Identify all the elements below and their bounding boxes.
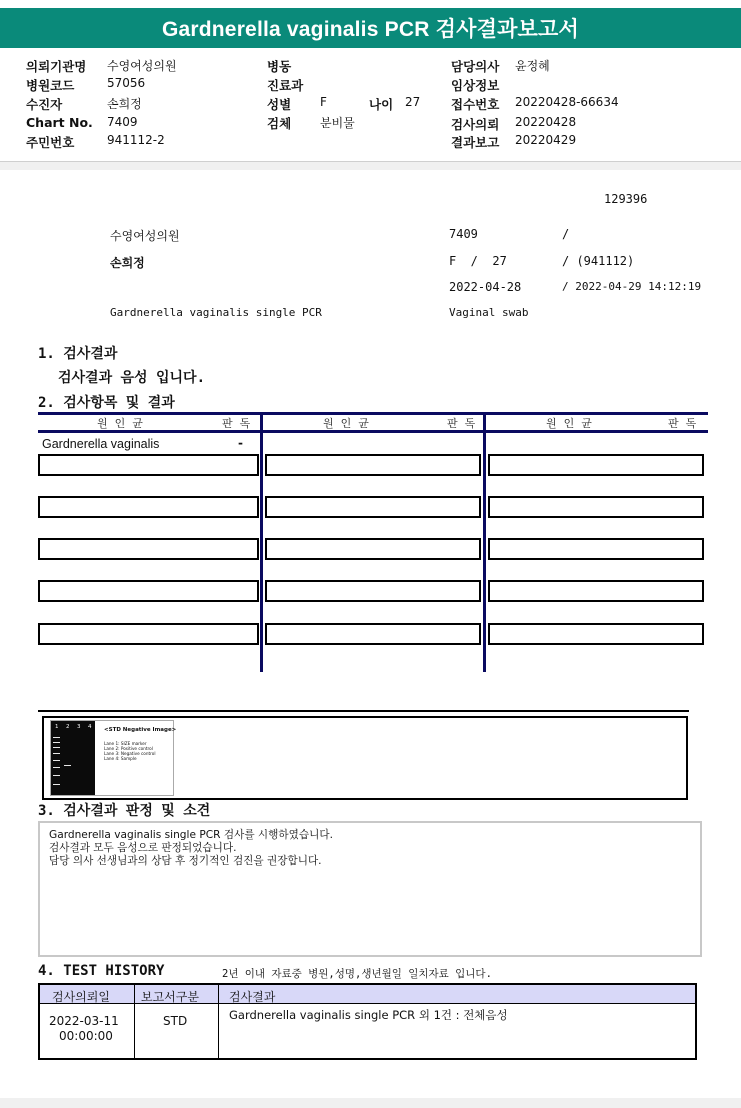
opinion-box — [38, 821, 702, 957]
opinion-line: 검사결과 모두 음성으로 판정되었습니다. — [49, 842, 237, 854]
empty-cell — [488, 454, 704, 476]
hospital-name-value: 수영여성의원 — [107, 59, 177, 73]
report-number: 129396 — [604, 192, 648, 206]
doctor-value: 윤정혜 — [515, 59, 550, 73]
section3-heading: 3. 검사결과 판정 및 소견 — [38, 803, 211, 819]
gel-band — [53, 753, 60, 754]
report-sex-age: F / 27 — [449, 254, 507, 268]
gel-top-rule — [38, 710, 689, 712]
empty-cell — [38, 623, 259, 645]
opinion-line: 담당 의사 선생님과의 상담 후 정기적인 검진을 권장합니다. — [49, 855, 322, 867]
gel-legend-item: Lane 2: Positive control — [104, 746, 153, 751]
empty-cell — [38, 580, 259, 602]
col-header-judgment-1: 판 독 — [222, 417, 251, 430]
receipt-no-value: 20220428-66634 — [515, 95, 619, 109]
gel-band — [53, 767, 60, 768]
empty-cell — [265, 623, 481, 645]
history-time: 00:00:00 — [59, 1029, 113, 1043]
report-slash: / — [562, 227, 570, 241]
report-patient: 손희정 — [110, 256, 145, 270]
request-date-label: 검사의뢰 — [451, 117, 500, 132]
report-request-date: 2022-04-28 — [449, 280, 522, 294]
empty-cell — [38, 454, 259, 476]
ward-label: 병동 — [267, 59, 292, 74]
gel-band — [53, 775, 60, 776]
col-header-judgment-3: 판 독 — [668, 417, 697, 430]
hospital-name-label: 의뢰기관명 — [26, 59, 87, 74]
sex-label: 성별 — [267, 97, 292, 112]
gel-band — [53, 760, 60, 761]
empty-cell — [38, 538, 259, 560]
lane-number: 3 — [77, 724, 81, 730]
gel-legend-item: Lane 3: Negative control — [104, 751, 156, 756]
receipt-no-label: 접수번호 — [451, 97, 500, 112]
gel-band — [64, 765, 71, 766]
history-header — [40, 985, 695, 1004]
patient-label: 수진자 — [26, 97, 63, 112]
lane-number: 4 — [88, 724, 92, 730]
report-date-label: 결과보고 — [451, 135, 500, 150]
empty-cell — [488, 496, 704, 518]
lane-number: 1 — [55, 724, 59, 730]
history-date: 2022-03-11 — [49, 1014, 119, 1028]
resident-no-value: 941112-2 — [107, 133, 165, 147]
hospital-code-value: 57056 — [107, 76, 146, 90]
section4-heading: 4. TEST HISTORY — [38, 963, 165, 979]
doctor-label: 담당의사 — [451, 59, 500, 74]
col-header-judgment-2: 판 독 — [447, 417, 476, 430]
empty-cell — [265, 538, 481, 560]
chart-no-label: Chart No. — [26, 115, 93, 130]
request-date-value: 20220428 — [515, 115, 577, 129]
col-header-pathogen-1: 원 인 균 — [97, 417, 143, 430]
opinion-line: Gardnerella vaginalis single PCR 검사를 시행하였습니다. — [49, 829, 333, 841]
table-col-divider-1 — [260, 412, 263, 672]
history-col-type: 보고서구분 — [141, 990, 199, 1004]
dept-label: 진료과 — [267, 78, 304, 93]
empty-cell — [488, 580, 704, 602]
gel-title: <STD Negative Image> — [104, 727, 177, 733]
section1-heading: 1. 검사결과 — [38, 346, 118, 362]
first-pathogen: Gardnerella vaginalis — [42, 437, 160, 451]
report-test-name: Gardnerella vaginalis single PCR — [110, 306, 322, 319]
clinical-info-label: 임상정보 — [451, 78, 500, 93]
history-col-result: 검사결과 — [229, 990, 276, 1004]
gel-legend — [104, 741, 156, 761]
gel-legend-item: Lane 1: SIZE marker — [104, 741, 147, 746]
report-date-value: 20220429 — [515, 133, 577, 147]
patient-value: 손희정 — [107, 97, 142, 111]
empty-cell — [488, 623, 704, 645]
history-col-divider — [218, 985, 219, 1058]
section1-result: 검사결과 음성 입니다. — [58, 370, 206, 386]
sex-value: F — [320, 95, 327, 109]
hospital-code-label: 병원코드 — [26, 78, 75, 93]
specimen-label: 검체 — [267, 116, 292, 131]
gel-band — [53, 737, 60, 738]
history-col-divider — [134, 985, 135, 1058]
header-band — [0, 162, 741, 170]
report-title: Gardnerella vaginalis PCR 검사결과보고서 — [0, 8, 741, 48]
empty-cell — [488, 538, 704, 560]
section2-heading: 2. 검사항목 및 결과 — [38, 395, 175, 411]
gel-band — [53, 747, 60, 748]
history-type: STD — [163, 1014, 188, 1028]
report-chart: 7409 — [449, 227, 478, 241]
table-col-divider-2 — [483, 412, 486, 672]
first-result: - — [238, 436, 243, 450]
history-result: Gardnerella vaginalis single PCR 외 1건 : 전체음성 — [229, 1008, 508, 1022]
age-label: 나이 — [369, 97, 394, 112]
empty-cell — [265, 580, 481, 602]
lane-number: 2 — [66, 724, 70, 730]
chart-no-value: 7409 — [107, 115, 138, 129]
empty-cell — [265, 454, 481, 476]
gel-legend-item: Lane 4: Sample — [104, 756, 137, 761]
specimen-value: 분비물 — [320, 116, 355, 130]
report-datetime: / 2022-04-29 14:12:19 — [562, 280, 702, 293]
resident-no-label: 주민번호 — [26, 135, 75, 150]
gel-band — [53, 742, 60, 743]
empty-cell — [38, 496, 259, 518]
gel-band — [53, 784, 60, 785]
report-clinic: 수영여성의원 — [110, 229, 180, 243]
empty-cell — [265, 496, 481, 518]
col-header-pathogen-3: 원 인 균 — [546, 417, 592, 430]
history-note: 2년 이내 자료중 병원,성명,생년월일 일치자료 입니다. — [222, 968, 492, 980]
report-specimen: Vaginal swab — [449, 306, 529, 319]
footer-band — [0, 1098, 741, 1108]
age-value: 27 — [405, 95, 421, 109]
report-birth: / (941112) — [562, 254, 635, 268]
history-col-date: 검사의뢰일 — [52, 990, 110, 1004]
col-header-pathogen-2: 원 인 균 — [323, 417, 369, 430]
